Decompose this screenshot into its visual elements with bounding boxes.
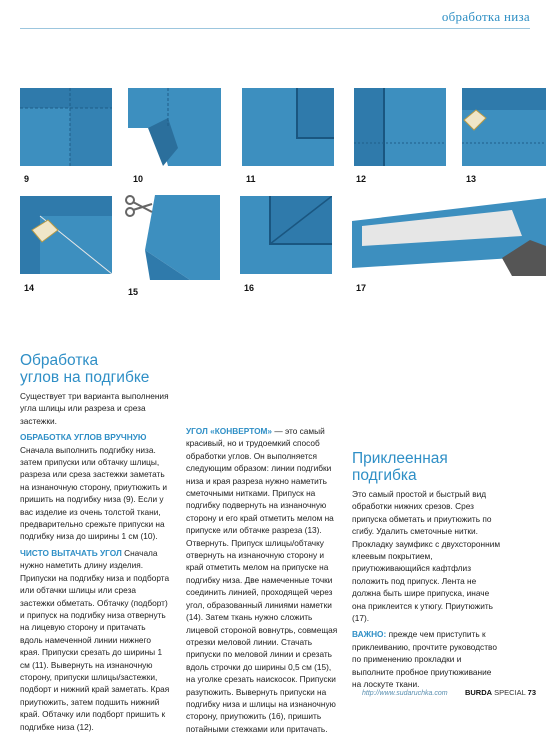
figure-14-number: 14: [24, 283, 35, 293]
section-3-title-line-1: Приклеенная: [352, 450, 448, 467]
subheading-stitch-corner: ЧИСТО ВЫТАЧАТЬ УГОЛ: [20, 547, 122, 558]
page-number: 73: [527, 688, 536, 697]
figure-16: [240, 196, 332, 274]
section-1-text-1: Сначала выполнить подгибку низа. затем припуски или обтачку шлицы, разреза или среза застежки заметать на изнаночную сторону, приутюжить и пришить на подгибку низа (9). Если у вас изделие из очень толстой ткани, предварительно срежьте припуски на подгибку низа до ширины 1 см (10).: [20, 444, 168, 542]
header-rule: [20, 28, 530, 29]
subheading-manual: ОБРАБОТКА УГЛОВ ВРУЧНУЮ: [20, 432, 147, 443]
figure-16-number: 16: [244, 283, 255, 293]
page-footer: [465, 688, 536, 697]
header-title: обработка низа: [441, 9, 530, 24]
column-2: [186, 425, 338, 739]
watermark-url: http://www.sudaruchka.com: [362, 690, 448, 697]
figure-15-number: 15: [128, 287, 139, 297]
section-1-title-line-2: углов на подгибке: [20, 369, 150, 386]
figure-12: [354, 88, 446, 166]
footer-brand: BURDA: [464, 688, 493, 697]
figure-13-number: 13: [466, 174, 477, 184]
section-1-title-line-1: Обработка: [20, 352, 99, 369]
figure-14: [20, 196, 112, 274]
footer-suffix: SPECIAL: [494, 688, 526, 697]
section-2-text: — это самый красивый, но и трудоемкий способ обработки углов. Он выполняется следующим образом: линии подгибки низа и края разреза нужно наметить сметочными нитками. Припуск на подгибку подвернуть на изнаночную сторону и его край отметить мелом на припуске или обтачке разреза (13). Отвернуть. Припуск шлицы/обтачку отвернуть на изнаночную сторону и край отметить мелом на припуске на подгибку низа. Две намеченные точки соединить линией, проходящей через угол, образованный линиями наметки (14). Затем ткань нужно сложить лицевой стороной вовнутрь, совмещая отрезки меловой линии. Стачать припуски по меловой линии и срезать вдоль строчки до ширины 0,5 см (15), на уголке срезать наискосок. Припуски разутюжить. Вывернуть припуски на подгибку низа и шлицы на изнаночную сторону, приутюжить (16), пришить потайными стежками или притачать.: [186, 426, 338, 734]
section-3-title-line-2: подгибка: [352, 467, 417, 484]
column-3: [352, 450, 502, 695]
figure-9: [20, 88, 112, 166]
section-3-text: Это самый простой и быстрый вид обработки нижних срезов. Срез припуска обметать и приутюжить по сгибу. Удалить сметочные нитки. Прокладку заумфикс с двухсторонним клеевым покрытием, приутюживающийся кафтфлиз положить под припуск. Лента не должна быть шире припуска, иначе она приклеится к утюгу. Приутюжить (17).: [352, 489, 501, 624]
figure-10: [128, 88, 221, 166]
figure-11: [242, 88, 334, 166]
note-label: ВАЖНО:: [352, 629, 387, 640]
figure-15: [120, 190, 220, 280]
figure-12-number: 12: [356, 174, 367, 184]
figure-10-number: 10: [133, 174, 144, 184]
section-1-heading: [20, 352, 170, 386]
section-1-text-2: Сначала нужно наметить длину изделия. Припуски на подгибку низа и подборта или обтачки шлицы или среза застежки обметать. Обтачку (подборт) и припуск на подгибку низа отвернуть на лицевую сторону и притачать вдоль намеченной линии нижнего края. Припуски срезать до ширины 1 см (11). Вывернуть на изнаночную сторону, припуски шлицы/застежки, подборт и нижний край заметать. Края приутюжить, затем подшить нижний край. Обтачку или подборт пришить к подгибке низа (12).: [20, 547, 170, 732]
section-1-intro: Существует три варианта выполнения угла шлицы или разреза и среза застежки.: [20, 391, 169, 426]
section-3-heading: [352, 450, 502, 484]
figure-13: [462, 88, 546, 166]
figure-9-number: 9: [24, 174, 30, 184]
figure-17: [352, 196, 546, 276]
figure-17-number: 17: [356, 283, 367, 293]
figure-11-number: 11: [246, 174, 256, 184]
note-text: прежде чем приступить к приклеиванию, прочтите руководство по применению прокладки и выполните пробное приутюживание на лоскуте ткани.: [352, 629, 497, 690]
column-1: [20, 352, 170, 737]
subheading-envelope: УГОЛ «КОНВЕРТОМ»: [186, 426, 273, 436]
